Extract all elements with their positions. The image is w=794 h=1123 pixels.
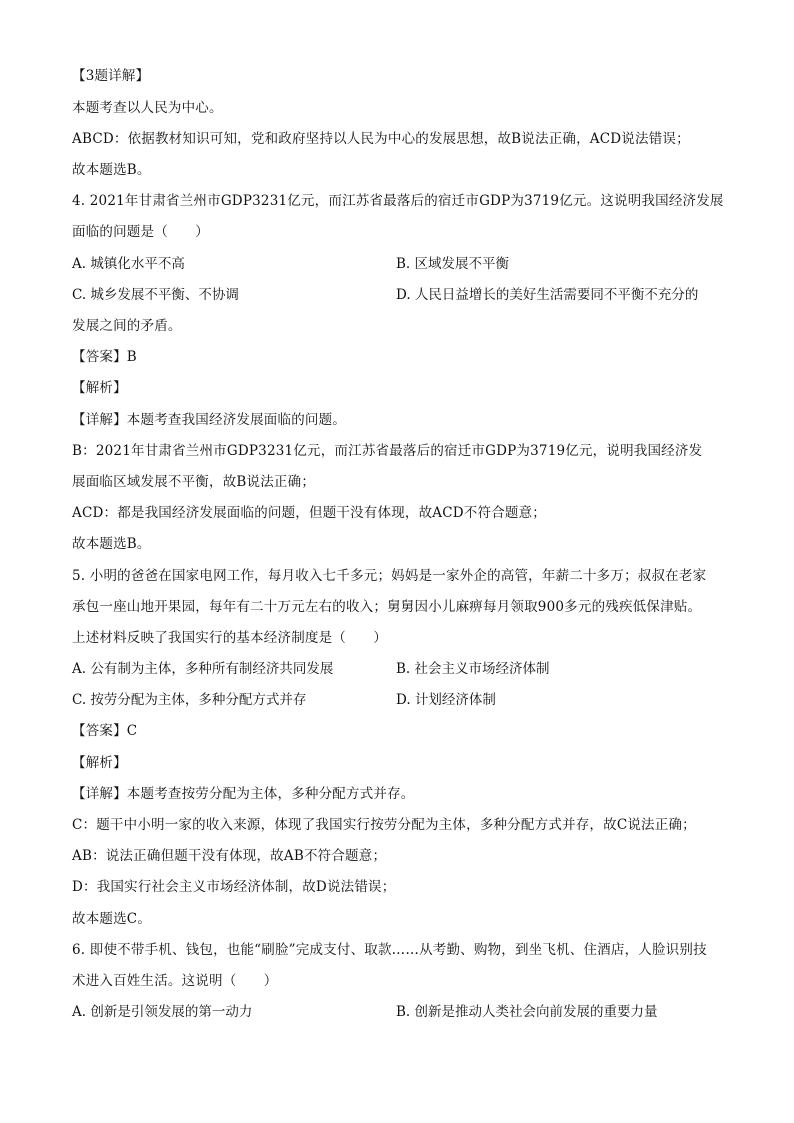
q4-option-a: A. 城镇化水平不高: [72, 256, 185, 272]
q4-stem-line1: 4. 2021年甘肃省兰州市GDP3231亿元，而江苏省最落后的宿迁市GDP为3719亿元。这说明我国经济发展: [72, 193, 724, 209]
q5-answer: 【答案】C: [72, 723, 138, 739]
q4-answer: 【答案】B: [72, 349, 137, 365]
q4-option-d: D. 人民日益增长的美好生活需要同不平衡不充分的: [396, 287, 699, 303]
q4-option-d-cont: 发展之间的矛盾。: [72, 318, 182, 334]
q4-analysis-label: 【解析】: [72, 380, 127, 396]
q6-stem-line2: 术进入百姓生活。这说明（ ）: [72, 973, 278, 989]
q4-explain-acd: ACD：都是我国经济发展面临的问题，但题干没有体现，故ACD不符合题意；: [72, 505, 547, 521]
q5-analysis-label: 【解析】: [72, 755, 127, 771]
q5-detail: 【详解】本题考查按劳分配为主体，多种分配方式并存。: [72, 786, 415, 802]
q5-explain-ab: AB：说法正确但题干没有体现，故AB不符合题意；: [72, 848, 387, 864]
q4-detail: 【详解】本题考查我国经济发展面临的问题。: [72, 412, 346, 428]
q4-option-c: C. 城乡发展不平衡、不协调: [72, 287, 239, 303]
q5-conclusion: 故本题选C。: [72, 911, 152, 927]
q5-stem-line3: 上述材料反映了我国实行的基本经济制度是（ ）: [72, 630, 388, 646]
q6-option-b: B. 创新是推动人类社会向前发展的重要力量: [396, 1004, 658, 1020]
q6-stem-line1: 6. 即使不带手机、钱包，也能“刷脸”完成支付、取款……从考勤、购物，到坐飞机、住酒店，人脸识别技: [72, 942, 707, 958]
q4-conclusion: 故本题选B。: [72, 536, 151, 552]
q4-explain-b-line2: 展面临区域发展不平衡，故B说法正确；: [72, 474, 316, 490]
q3-explanation: ABCD：依据教材知识可知，党和政府坚持以人民为中心的发展思想，故B说法正确，ACD说法错误；: [72, 131, 690, 147]
q4-option-b: B. 区域发展不平衡: [396, 256, 510, 272]
q3-conclusion: 故本题选B。: [72, 162, 151, 178]
q4-stem-line2: 面临的问题是（ ）: [72, 224, 209, 240]
q5-explain-d: D：我国实行社会主义市场经济体制，故D说法错误；: [72, 879, 396, 895]
q5-explain-c: C：题干中小明一家的收入来源，体现了我国实行按劳分配为主体，多种分配方式并存，故C说法正确；: [72, 817, 696, 833]
q5-option-b: B. 社会主义市场经济体制: [396, 661, 550, 677]
q5-option-a: A. 公有制为主体，多种所有制经济共同发展: [72, 661, 334, 677]
q5-option-d: D. 计划经济体制: [396, 692, 496, 708]
q5-stem-line1: 5. 小明的爸爸在国家电网工作，每月收入七千多元；妈妈是一家外企的高管，年薪二十多万；叔叔在老家: [72, 568, 707, 584]
q3-heading: 【3题详解】: [72, 68, 150, 84]
q5-option-c: C. 按劳分配为主体，多种分配方式并存: [72, 692, 307, 708]
q3-topic: 本题考查以人民为中心。: [72, 100, 223, 116]
q5-stem-line2: 承包一座山地开果园，每年有二十万元左右的收入；舅舅因小儿麻痹每月领取900多元的残疾低保津贴。: [72, 599, 702, 615]
q6-option-a: A. 创新是引领发展的第一动力: [72, 1004, 253, 1020]
q4-explain-b-line1: B：2021年甘肃省兰州市GDP3231亿元，而江苏省最落后的宿迁市GDP为3719亿元，说明我国经济发: [72, 443, 703, 459]
